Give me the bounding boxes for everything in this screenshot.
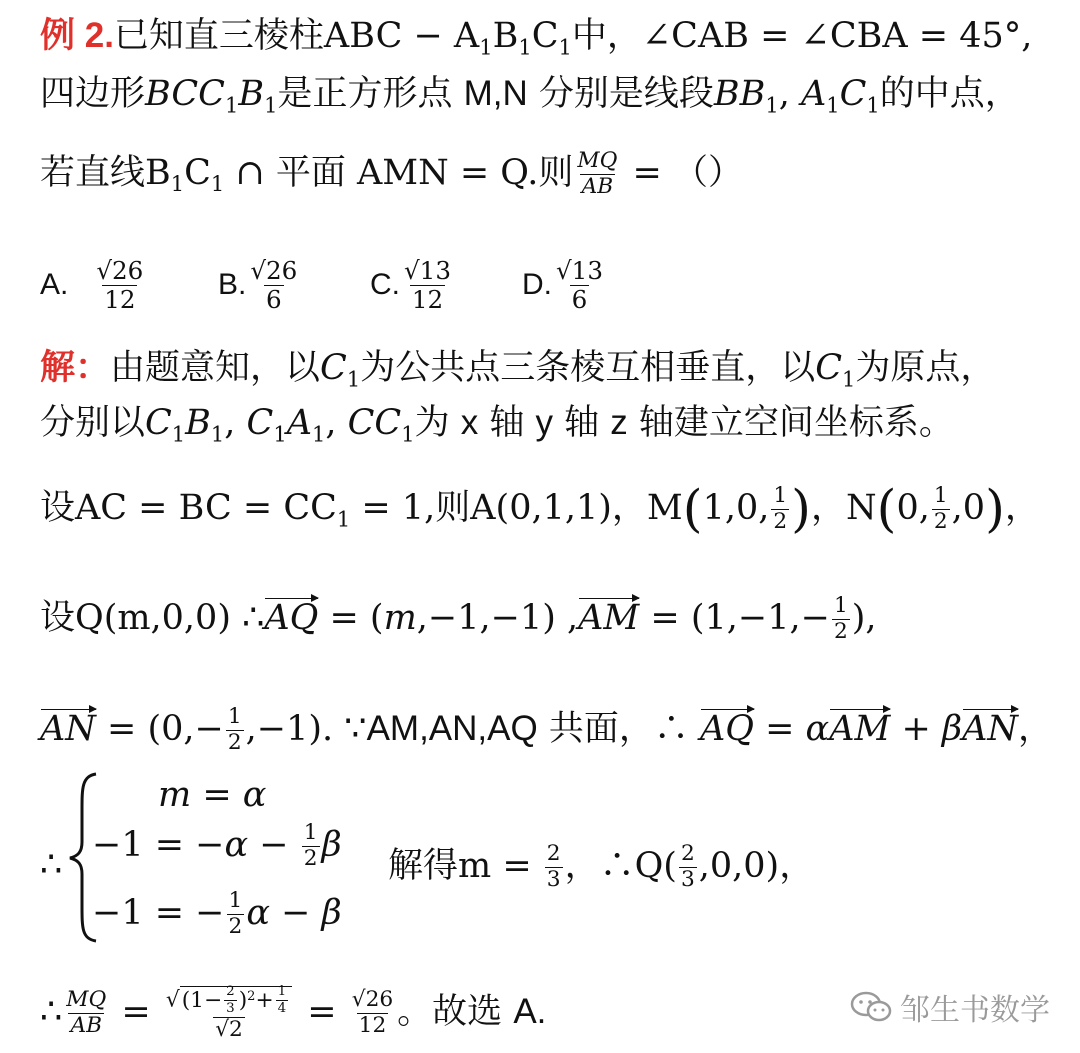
- option-denominator: 12: [104, 284, 136, 314]
- option-value: [554, 258, 605, 313]
- system-eq-2: −1 = −α − $\frac{1}{2}$ β: [92, 820, 342, 871]
- option-numerator: √13: [404, 256, 451, 285]
- example-line-2: 四边形$BCC_1B_1$是正方形点 M,N 分别是线段$BB_1$, $A_1C_1$的中点，: [40, 74, 1020, 118]
- solution-line-2: 分别以$C_1B_1$, $C_1A_1$, $CC_1$为 x 轴 y 轴 z 轴建立空间坐标系。: [40, 403, 954, 447]
- watermark-text: 邹生书数学: [900, 994, 1050, 1027]
- option-label: C.: [370, 268, 400, 302]
- watermark: [850, 985, 1050, 1029]
- option-b: [218, 258, 301, 313]
- solution-final: ∴ $\frac{MQ}{AB}$ = √(1− $\frac{2}{3}$ )$^2$+ $\frac{1}{4}$ √2 = $\frac{√26}{12}$ 。故选 A.: [40, 984, 547, 1043]
- option-label: A.: [40, 268, 69, 302]
- option-numerator: √13: [556, 256, 603, 285]
- option-value: [402, 258, 453, 313]
- option-a: [40, 258, 147, 313]
- therefore-sign: ∴: [40, 845, 63, 885]
- example-line-3: 若直线$B_1C_1$ ∩ 平面 AMN = Q.则 $\frac{MQ}{AB}$ = （）: [40, 148, 743, 199]
- option-value: [248, 258, 299, 313]
- option-c: [370, 258, 455, 313]
- option-value: [94, 258, 145, 313]
- system-eq-1: m = α: [158, 775, 267, 815]
- stem-text-1: 已知直三棱柱ABC − $A_1B_1C_1$中，∠CAB = ∠CBA = 45°,: [113, 16, 1033, 60]
- final-big-fraction: √(1− $\frac{2}{3}$ )$^2$+ $\frac{1}{4}$ √2: [164, 985, 294, 1042]
- solution-line-4: 设Q(m,0,0) ∴AQ = (m,−1,−1) ,AM = (1,−1,− $\frac{1}{2}$ ),: [40, 593, 877, 644]
- system-result: 解得m = $\frac{2}{3}$ ，∴Q( $\frac{2}{3}$ ,0,0)，: [388, 841, 815, 892]
- example-label: 例 2.: [40, 16, 114, 55]
- example-line-1: [40, 16, 1033, 60]
- option-label: D.: [522, 268, 552, 302]
- option-denominator: 6: [571, 284, 588, 314]
- solution-line-5: AN = (0,− $\frac{1}{2}$ ,−1). ∵AM,AN,AQ 共面，∴ AQ = αAM + βAN，: [40, 704, 1054, 755]
- option-label: B.: [218, 268, 247, 302]
- solution-line-3: 设AC = BC = $CC_1 = 1$,则A(0,1,1)，M(1,0, $\frac{1}{2}$ )，N(0, $\frac{1}{2}$ ,0)，: [40, 479, 1040, 538]
- option-denominator: 12: [411, 284, 444, 314]
- option-denominator: 6: [266, 284, 282, 314]
- solution-label: 解：: [40, 347, 111, 388]
- option-numerator: √26: [250, 256, 298, 285]
- solution-line-1: 解：由题意知，以$C_1$为公共点三条棱互相垂直，以$C_1$为原点，: [40, 347, 996, 392]
- option-d: [522, 258, 607, 313]
- frac-mq-ab: $\frac{MQ}{AB}$: [577, 148, 618, 199]
- system-eq-3: −1 = − $\frac{1}{2}$ α − β: [92, 888, 342, 939]
- option-numerator: √26: [96, 256, 144, 285]
- wechat-icon: [850, 989, 894, 1025]
